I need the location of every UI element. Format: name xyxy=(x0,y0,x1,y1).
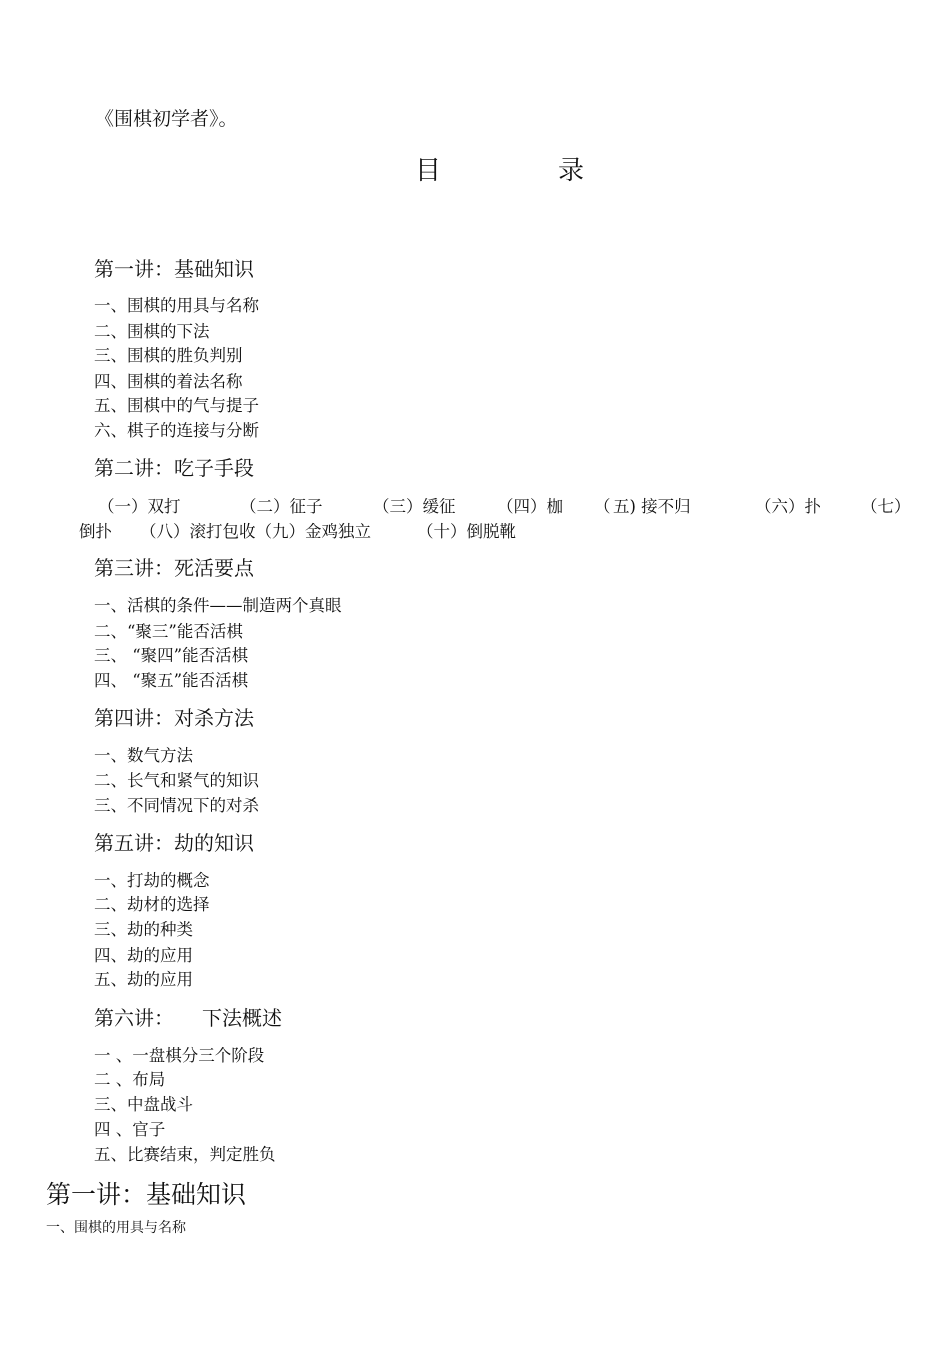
lecture-6-heading-title: 下法概述 xyxy=(202,1006,282,1030)
technique-throw-in: （六）扑 xyxy=(755,497,821,516)
lecture-5-heading: 第五讲：劫的知识 xyxy=(94,831,254,855)
lecture-5-item-4: 四、劫的应用 xyxy=(94,946,193,965)
lecture-6-item-2: 二 、布局 xyxy=(94,1070,166,1089)
intro-line: 《围棋初学者》。 xyxy=(95,108,238,130)
technique-snapback: 倒扑 xyxy=(79,522,112,541)
technique-net: （四）枷 xyxy=(497,497,563,516)
lecture-1-item-3: 三、围棋的胜负判别 xyxy=(94,346,243,365)
lecture-4-item-2: 二、长气和紧气的知识 xyxy=(94,771,259,790)
body-subheading: 一、围棋的用具与名称 xyxy=(46,1220,186,1236)
toc-title-right: 录 xyxy=(558,156,585,186)
lecture-6-item-5: 五、比赛结束，判定胜负 xyxy=(94,1145,276,1164)
lecture-6-item-1: 一 、一盘棋分三个阶段 xyxy=(94,1046,265,1065)
lecture-5-item-5: 五、劫的应用 xyxy=(94,970,193,989)
lecture-5-item-1: 一、打劫的概念 xyxy=(94,871,210,890)
lecture-3-item-3: 三、 “聚四”能否活棋 xyxy=(94,646,249,665)
lecture-1-item-4: 四、围棋的着法名称 xyxy=(94,372,243,391)
lecture-3-item-1: 一、活棋的条件——制造两个真眼 xyxy=(94,596,342,615)
technique-paren: （ xyxy=(594,497,611,516)
lecture-6-heading-label: 第六讲： xyxy=(94,1006,174,1030)
lecture-5-item-2: 二、劫材的选择 xyxy=(94,895,210,914)
technique-squeeze-golden-rooster: （八）滚打包收（九）金鸡独立 xyxy=(140,522,371,541)
lecture-5-item-3: 三、劫的种类 xyxy=(94,920,193,939)
lecture-1-item-6: 六、棋子的连接与分断 xyxy=(94,421,259,440)
lecture-4-item-1: 一、数气方法 xyxy=(94,746,193,765)
lecture-6-item-4: 四 、官子 xyxy=(94,1120,166,1139)
lecture-3-heading: 第三讲：死活要点 xyxy=(94,556,254,580)
lecture-3-item-4: 四、 “聚五”能否活棋 xyxy=(94,671,249,690)
lecture-1-item-1: 一、围棋的用具与名称 xyxy=(94,296,259,315)
technique-ladder: （二）征子 xyxy=(240,497,323,516)
lecture-1-item-5: 五、围棋中的气与提子 xyxy=(94,396,259,415)
body-heading: 第一讲：基础知识 xyxy=(46,1180,247,1209)
lecture-1-heading: 第一讲：基础知识 xyxy=(94,257,254,281)
technique-double-atari: （一）双打 xyxy=(98,497,181,516)
lecture-2-heading: 第二讲：吃子手段 xyxy=(94,456,254,480)
technique-seven-label: （七） xyxy=(861,497,911,516)
lecture-4-heading: 第四讲：对杀方法 xyxy=(94,706,254,730)
lecture-3-item-2: 二、“聚三”能否活棋 xyxy=(94,622,243,641)
toc-title-left: 目 xyxy=(415,156,442,186)
lecture-6-item-3: 三、中盘战斗 xyxy=(94,1095,193,1114)
technique-under-the-stones: （十）倒脱靴 xyxy=(417,522,516,541)
lecture-1-item-2: 二、围棋的下法 xyxy=(94,322,210,341)
technique-shortage-of-liberties: 五) 接不归 xyxy=(613,497,691,516)
technique-loose-ladder: （三）缓征 xyxy=(373,497,456,516)
lecture-4-item-3: 三、不同情况下的对杀 xyxy=(94,796,259,815)
